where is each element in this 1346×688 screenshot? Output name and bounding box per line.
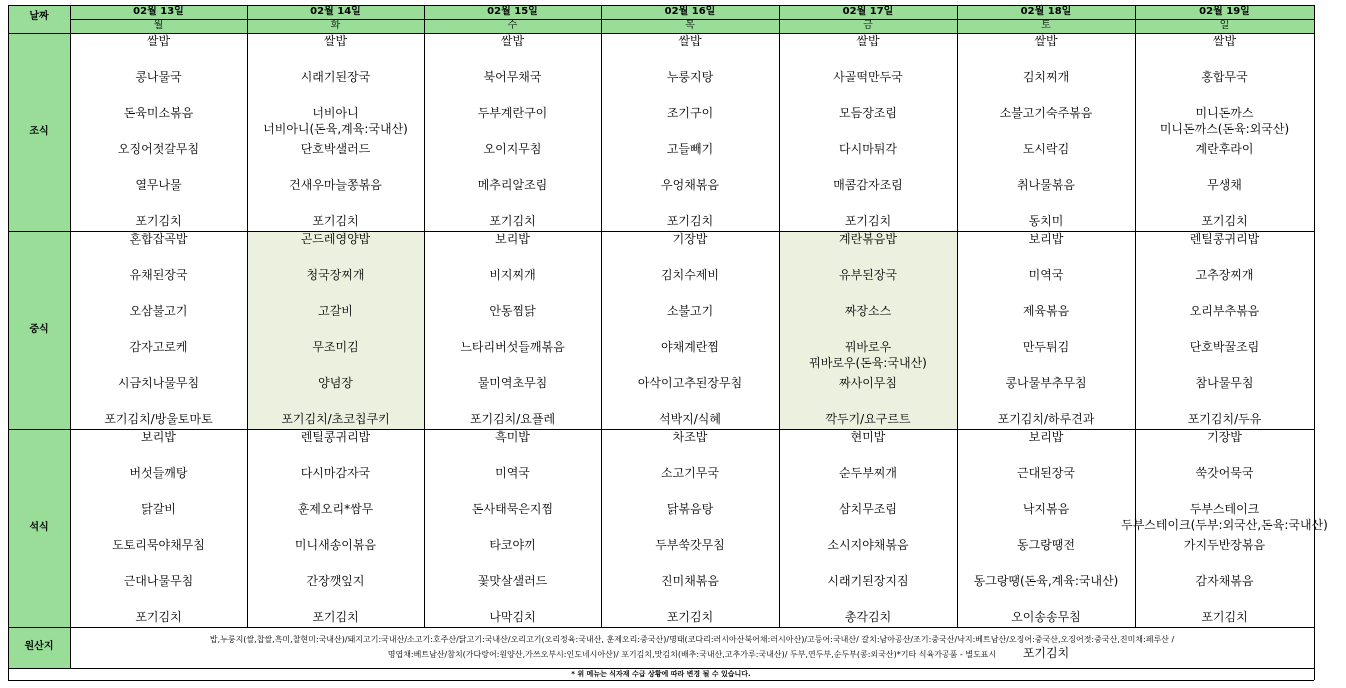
menu-item: 차조밥 (672, 430, 708, 444)
menu-item: 포기김치/하루견과 (997, 412, 1095, 426)
menu-item: 포기김치 (135, 214, 182, 228)
menu-item: 미역국 (495, 466, 530, 480)
menu-item: 타코야끼 (489, 538, 536, 552)
menu-item: 포기김치 (489, 214, 536, 228)
menu-item: 북어무채국 (483, 70, 542, 84)
menu-item: 소시지야채볶음 (827, 538, 909, 552)
menu-item: 총각김치 (844, 610, 892, 624)
menu-item: 닭볶음탕 (666, 502, 714, 516)
day-weekday: 토 (1041, 20, 1051, 31)
day-date: 02월 17일 (842, 6, 894, 17)
highlight-cell (247, 231, 424, 429)
menu-item: 쌀밥 (856, 34, 880, 48)
menu-item: 포기김치/요플레 (469, 412, 556, 426)
menu-item: 고들빼기 (666, 142, 714, 156)
menu-item: 오이지무침 (483, 142, 542, 156)
menu-item: 미니새송이볶음 (294, 538, 377, 552)
grid-line-h (8, 429, 1314, 430)
menu-item: 곤드레영양밥 (300, 232, 371, 246)
day-date: 02월 13일 (133, 6, 184, 17)
footer-note: * 위 메뉴는 식자재 수급 상황에 따라 변경 될 수 있습니다. (571, 670, 751, 678)
menu-item: 포기김치/초코칩쿠키 (281, 412, 390, 426)
menu-item: 고추장찌개 (1195, 268, 1254, 282)
origin-text-line-1: 밥,누룽지(쌀,찹쌀,흑미,찰현미:국내산)/돼지고기:국내산/소고기:호주산/닭고기:국내산/오리고기(오리정육:국내산, 훈제오리:중국산)/명태(코다리:러시아산북어채:러시아산)/고등어:국내산/ 갈치:남아공산/조기:중국산/낙지:베트남산/오징어:중국산,오징어젓:중국산,진미채:페루산 / (209, 635, 1175, 644)
menu-item: 감자채볶음 (1195, 574, 1254, 588)
menu-item: 쌀밥 (146, 34, 171, 48)
menu-item: 콩나물국 (135, 70, 182, 84)
origin-label: 원산지 (24, 641, 54, 652)
menu-item: 쌀밥 (1034, 34, 1058, 48)
menu-item: 시래기된장지짐 (827, 574, 909, 588)
menu-item: 고갈비 (318, 304, 353, 318)
grid-line-v (957, 5, 958, 627)
menu-item: 근대나물무침 (123, 574, 194, 588)
menu-item: 보리밥 (495, 232, 530, 246)
menu-item: 도시락김 (1022, 142, 1070, 156)
menu-item: 두부스테이크(두부:외국산,돈육:국내산) (1121, 518, 1328, 532)
menu-item: 꽃맛살샐러드 (477, 574, 548, 588)
menu-item: 보리밥 (1028, 232, 1064, 246)
menu-item: 소고기무국 (661, 466, 719, 480)
day-weekday: 수 (507, 20, 518, 31)
menu-item: 두부스테이크 (1189, 502, 1260, 516)
menu-item: 제육볶음 (1022, 304, 1070, 318)
menu-item: 김치수제비 (661, 268, 719, 282)
menu-item: 쌀밥 (323, 34, 348, 48)
menu-item: 렌틸콩귀리밥 (1189, 232, 1260, 246)
menu-item: 흑미밥 (495, 430, 530, 444)
menu-item: 열무나물 (135, 178, 182, 192)
grid-line-v (1135, 5, 1136, 627)
day-date: 02월 19일 (1199, 6, 1250, 17)
grid-line-h (8, 627, 1314, 628)
menu-item: 조기구이 (666, 106, 714, 120)
menu-item: 감자고로케 (129, 340, 188, 354)
menu-item: 너비아니 (312, 106, 359, 120)
menu-item: 석박지/식혜 (658, 412, 722, 426)
grid-line-v (779, 5, 780, 627)
menu-item: 포기김치 (844, 214, 892, 228)
menu-item: 너비아니(돈육,계육:국내산) (263, 122, 408, 136)
menu-item: 렌틸콩귀리밥 (300, 430, 371, 444)
menu-item: 버섯들깨탕 (129, 466, 188, 480)
menu-item: 간장깻잎지 (306, 574, 365, 588)
menu-item: 삼치무조림 (839, 502, 897, 516)
menu-item: 매콤감자조림 (833, 178, 903, 192)
day-date: 02월 15일 (487, 6, 538, 17)
menu-item: 무조미김 (312, 340, 359, 354)
menu-item: 느타리버섯들깨볶음 (460, 340, 565, 354)
menu-item: 나막김치 (489, 610, 536, 624)
menu-item: 다시마감자국 (300, 466, 371, 480)
menu-item: 청국장찌개 (306, 268, 365, 282)
grid-line-v (70, 5, 71, 668)
menu-item: 우엉채볶음 (661, 178, 719, 192)
menu-item: 건새우마늘쫑볶음 (289, 178, 382, 192)
menu-item: 포기김치/두유 (1187, 412, 1262, 426)
menu-item: 모듬장조림 (839, 106, 897, 120)
menu-item: 미니돈까스 (1195, 106, 1254, 120)
menu-item: 미역국 (1028, 268, 1064, 282)
menu-item: 참나물무침 (1195, 376, 1254, 390)
menu-item: 보리밥 (141, 430, 176, 444)
menu-item: 두부계란구이 (477, 106, 548, 120)
menu-item: 포기김치 (135, 610, 182, 624)
meal-label: 조식 (29, 126, 49, 137)
menu-item: 꿔바로우(돈육:국내산) (809, 356, 927, 370)
menu-item: 짜사이무침 (839, 376, 897, 390)
grid-line-v (247, 5, 248, 627)
menu-item: 진미채볶음 (661, 574, 719, 588)
menu-item: 양념장 (318, 376, 353, 390)
menu-item: 꿔바로우 (844, 340, 892, 354)
menu-item: 동치미 (1028, 214, 1064, 228)
menu-item: 현미밥 (850, 430, 886, 444)
menu-item: 소불고기 (666, 304, 714, 318)
day-weekday: 일 (1219, 20, 1230, 31)
grid-line-h (8, 680, 1314, 681)
day-weekday: 화 (330, 20, 341, 31)
menu-item: 물미역초무침 (477, 376, 548, 390)
menu-item: 포기김치 (312, 610, 359, 624)
menu-item: 유채된장국 (129, 268, 188, 282)
day-weekday: 목 (685, 20, 695, 31)
menu-item: 포기김치 (666, 214, 714, 228)
menu-item: 쌀밥 (1212, 34, 1237, 48)
menu-item: 포기김치 (1022, 646, 1070, 660)
day-date: 02월 18일 (1020, 6, 1072, 17)
menu-item: 비지찌개 (489, 268, 536, 282)
day-weekday: 월 (153, 20, 164, 31)
menu-item: 누룽지탕 (666, 70, 714, 84)
menu-item: 기장밥 (1207, 430, 1242, 444)
menu-item: 돈사태묵은지찜 (471, 502, 554, 516)
menu-item: 깍두기/요구르트 (825, 412, 911, 426)
menu-item: 아삭이고추된장무침 (637, 376, 743, 390)
menu-item: 단호박샐러드 (300, 142, 371, 156)
menu-item: 콩나물부추무침 (1005, 376, 1087, 390)
menu-item: 순두부찌개 (839, 466, 897, 480)
menu-item: 오삼불고기 (129, 304, 188, 318)
menu-item: 안동찜닭 (489, 304, 536, 318)
meal-label: 석식 (29, 522, 49, 533)
menu-item: 미니돈까스(돈육:외국산) (1159, 122, 1290, 136)
day-date: 02월 16일 (664, 6, 716, 17)
menu-item: 오이송송무침 (1011, 610, 1081, 624)
menu-item: 낙지볶음 (1022, 502, 1070, 516)
grid-line-h (8, 5, 1314, 6)
menu-item: 보리밥 (1028, 430, 1064, 444)
grid-line-v (1314, 5, 1315, 680)
meal-menu-table (8, 5, 1328, 681)
menu-item: 두부쑥갓무침 (655, 538, 725, 552)
menu-item: 포기김치 (1201, 214, 1248, 228)
menu-item: 동그랑땡전 (1017, 538, 1075, 552)
origin-text-line-2: 명엽채:베트남산/참치(가다랑어:원양산,가쓰오부시:인도네시아산)/ 포기김치,맛김치(배추:국내산,고추가루:국내산)/ 두부,연두부,순두부(콩:외국산)*기타 식육가공품 - 별도표시 (387, 650, 997, 659)
menu-item: 유부된장국 (839, 268, 897, 282)
menu-item: 쑥갓어묵국 (1195, 466, 1254, 480)
menu-item: 시금치나물무침 (117, 376, 200, 390)
grid-line-h (8, 33, 1314, 34)
menu-item: 계란후라이 (1195, 142, 1254, 156)
menu-item: 포기김치/방울토마토 (104, 412, 213, 426)
highlight-cell (779, 231, 957, 429)
menu-item: 계란볶음밥 (839, 232, 897, 246)
menu-item: 오리부추볶음 (1189, 304, 1260, 318)
menu-item: 짜장소스 (844, 304, 892, 318)
menu-item: 오징어젓갈무침 (117, 142, 200, 156)
menu-item: 시래기된장국 (300, 70, 371, 84)
menu-item: 쌀밥 (678, 34, 702, 48)
menu-item: 포기김치 (312, 214, 359, 228)
grid-line-v (601, 5, 602, 627)
menu-item: 홍합무국 (1201, 70, 1248, 84)
menu-item: 메추리알조림 (477, 178, 548, 192)
grid-line-v (424, 5, 425, 627)
meal-label: 중식 (29, 324, 49, 335)
menu-item: 닭갈비 (141, 502, 176, 516)
grid-line-h (8, 231, 1314, 232)
menu-item: 돈육미소볶음 (123, 106, 194, 120)
menu-item: 혼합잡곡밥 (129, 232, 188, 246)
menu-item: 도토리묵야채무침 (112, 538, 205, 552)
menu-item: 가지두반장볶음 (1183, 538, 1266, 552)
menu-item: 야채계란찜 (661, 340, 719, 354)
menu-item: 훈제오리*쌈무 (297, 502, 374, 516)
menu-item: 기장밥 (672, 232, 708, 246)
menu-item: 김치찌개 (1022, 70, 1070, 84)
menu-item: 단호박꿀조림 (1189, 340, 1260, 354)
grid-line-v (8, 5, 9, 680)
menu-item: 포기김치 (1201, 610, 1248, 624)
menu-item: 만두튀김 (1022, 340, 1070, 354)
menu-item: 쌀밥 (500, 34, 525, 48)
menu-item: 근대된장국 (1017, 466, 1075, 480)
day-weekday: 금 (863, 20, 873, 31)
day-date: 02월 14일 (310, 6, 361, 17)
menu-item: 동그랑땡(돈육,계육:국내산) (973, 574, 1119, 588)
menu-item: 포기김치 (666, 610, 714, 624)
menu-item: 취나물볶음 (1017, 178, 1075, 192)
menu-item: 사골떡만두국 (833, 70, 903, 84)
menu-item: 무생채 (1207, 178, 1242, 192)
date-label: 날짜 (29, 11, 49, 22)
menu-item: 다시마튀각 (839, 142, 897, 156)
menu-item: 소불고기숙주볶음 (999, 106, 1093, 120)
